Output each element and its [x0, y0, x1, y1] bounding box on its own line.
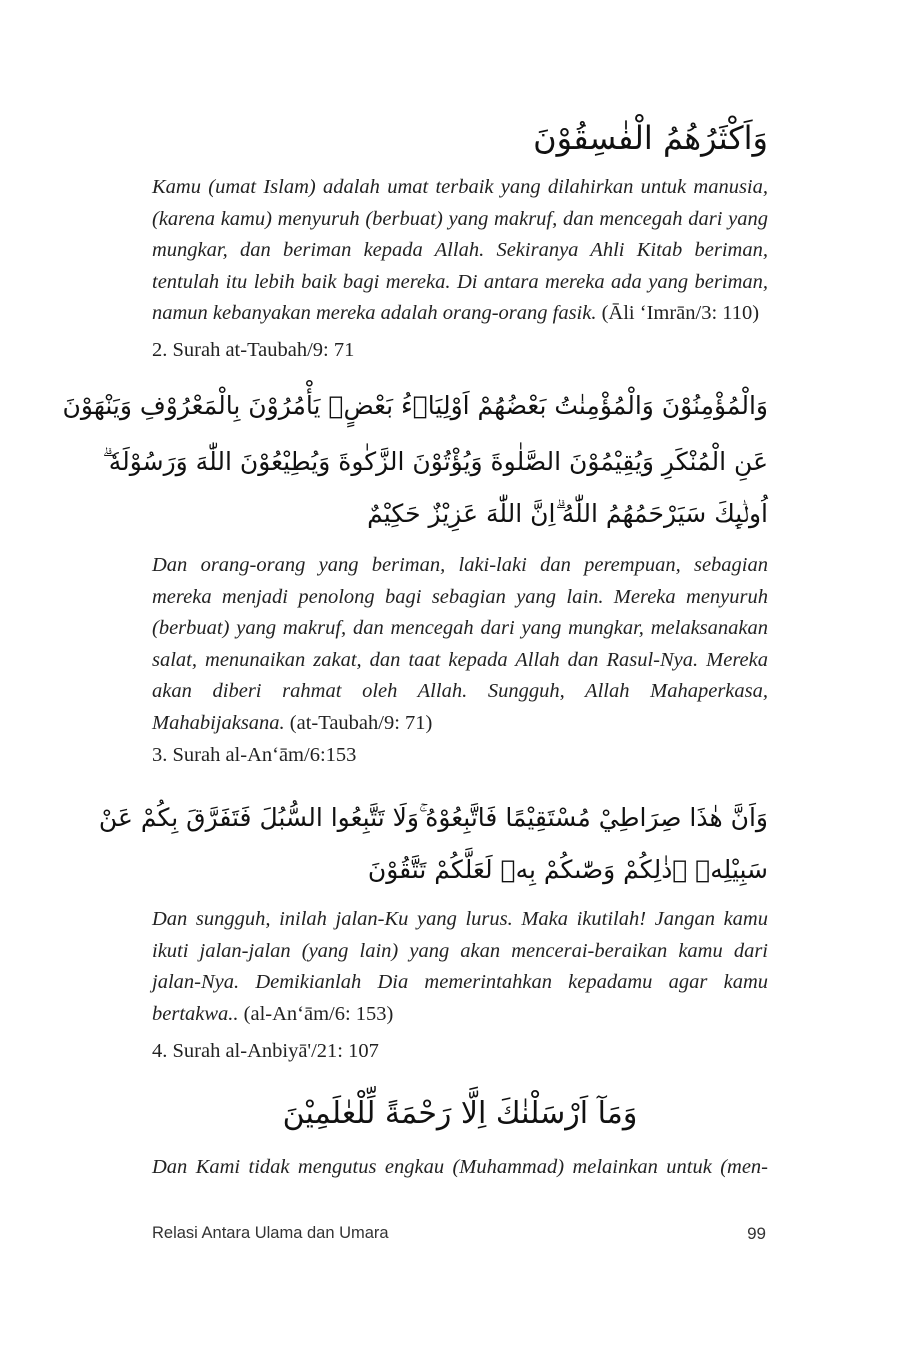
translation-text: Dan sungguh, inilah jalan-Ku yang lurus. Maka ikutilah! Jangan kamu ikuti jalan-jalan (yang lain) yang akan mencerai-beraikan kamu dari jalan-Nya. Demikianlah Dia memerintahkan kepadamu agar kamu bertakwa.. [152, 908, 768, 1025]
verse-reference: (al-Anʻām/6: 153) [243, 1002, 394, 1025]
section-heading-al-anbiya: 4. Surah al-Anbiyā'/21: 107 [152, 1040, 379, 1062]
arabic-verse-line-3: اُولٰۤىِٕكَ سَيَرْحَمُهُمُ اللّٰهُ ۗاِنَّ اللّٰهَ عَزِيْزٌ حَكِيْمٌ [367, 499, 768, 528]
arabic-verse-line-1: وَالْمُؤْمِنُوْنَ وَالْمُؤْمِنٰتُ بَعْضُهُمْ اَوْلِيَاۤءُ بَعْضٍۘ يَأْمُرُوْنَ بِالْمَعْرُوْفِ وَيَنْهَوْنَ [62, 391, 768, 420]
translation-text: Kamu (umat Islam) adalah umat terbaik yang dilahirkan untuk manusia, (karena kamu) menyuruh (berbuat) yang makruf, dan mencegah dari yang mungkar, dan beriman kepada Allah. Sekiranya Ahli Kitab beriman, tentulah itu lebih baik bagi mereka. Di antara mereka ada yang beriman, namun kebanyakan mereka adalah orang-orang fasik. [152, 176, 768, 324]
arabic-verse-al-anbiya: وَمَآ اَرْسَلْنٰكَ اِلَّا رَحْمَةً لِّلْعٰلَمِيْنَ [282, 1096, 638, 1131]
arabic-verse-ali-imran-end: وَاَكْثَرُهُمُ الْفٰسِقُوْنَ [533, 119, 768, 157]
translation-at-taubah [152, 550, 768, 739]
translation-al-anbiya [152, 1152, 768, 1184]
translation-text: Dan Kami tidak mengutus engkau (Muhammad) melainkan untuk (men- [152, 1156, 768, 1178]
translation-ali-imran [152, 172, 768, 330]
running-footer-title: Relasi Antara Ulama dan Umara [152, 1224, 389, 1242]
page-number: 99 [747, 1224, 766, 1243]
arabic-verse-line-2: عَنِ الْمُنْكَرِ وَيُقِيْمُوْنَ الصَّلٰوةَ وَيُؤْتُوْنَ الزَّكٰوةَ وَيُطِيْعُوْنَ اللّٰهَ وَرَسُوْلَهٗ ۗ [102, 447, 768, 476]
arabic-verse-line-2: سَبِيْلِهٖ ۗذٰلِكُمْ وَصّٰىكُمْ بِهٖ لَعَلَّكُمْ تَتَّقُوْنَ [367, 855, 768, 884]
arabic-verse-line-1: وَاَنَّ هٰذَا صِرَاطِيْ مُسْتَقِيْمًا فَاتَّبِعُوْهُ ۚوَلَا تَتَّبِعُوا السُّبُلَ فَتَفَرَّقَ بِكُمْ عَنْ [98, 803, 768, 832]
verse-reference: (at-Taubah/9: 71) [289, 711, 433, 734]
translation-text: Dan orang-orang yang beriman, laki-laki dan perempuan, sebagian mereka menjadi penolong bagi sebagian yang lain. Mereka menyuruh (berbuat) yang makruf, dan mencegah dari yang mungkar, melaksanakan salat, menunaikan zakat, dan taat kepada Allah dan Rasul-Nya. Mereka akan diberi rahmat oleh Allah. Sungguh, Allah Mahaperkasa, Mahabijaksana. [152, 554, 768, 734]
section-heading-al-anam: 3. Surah al-Anʻām/6:153 [152, 744, 357, 766]
translation-al-anam [152, 904, 768, 1030]
section-heading-at-taubah: 2. Surah at-Taubah/9: 71 [152, 339, 355, 361]
verse-reference: (Āli ʻImrān/3: 110) [601, 302, 760, 324]
